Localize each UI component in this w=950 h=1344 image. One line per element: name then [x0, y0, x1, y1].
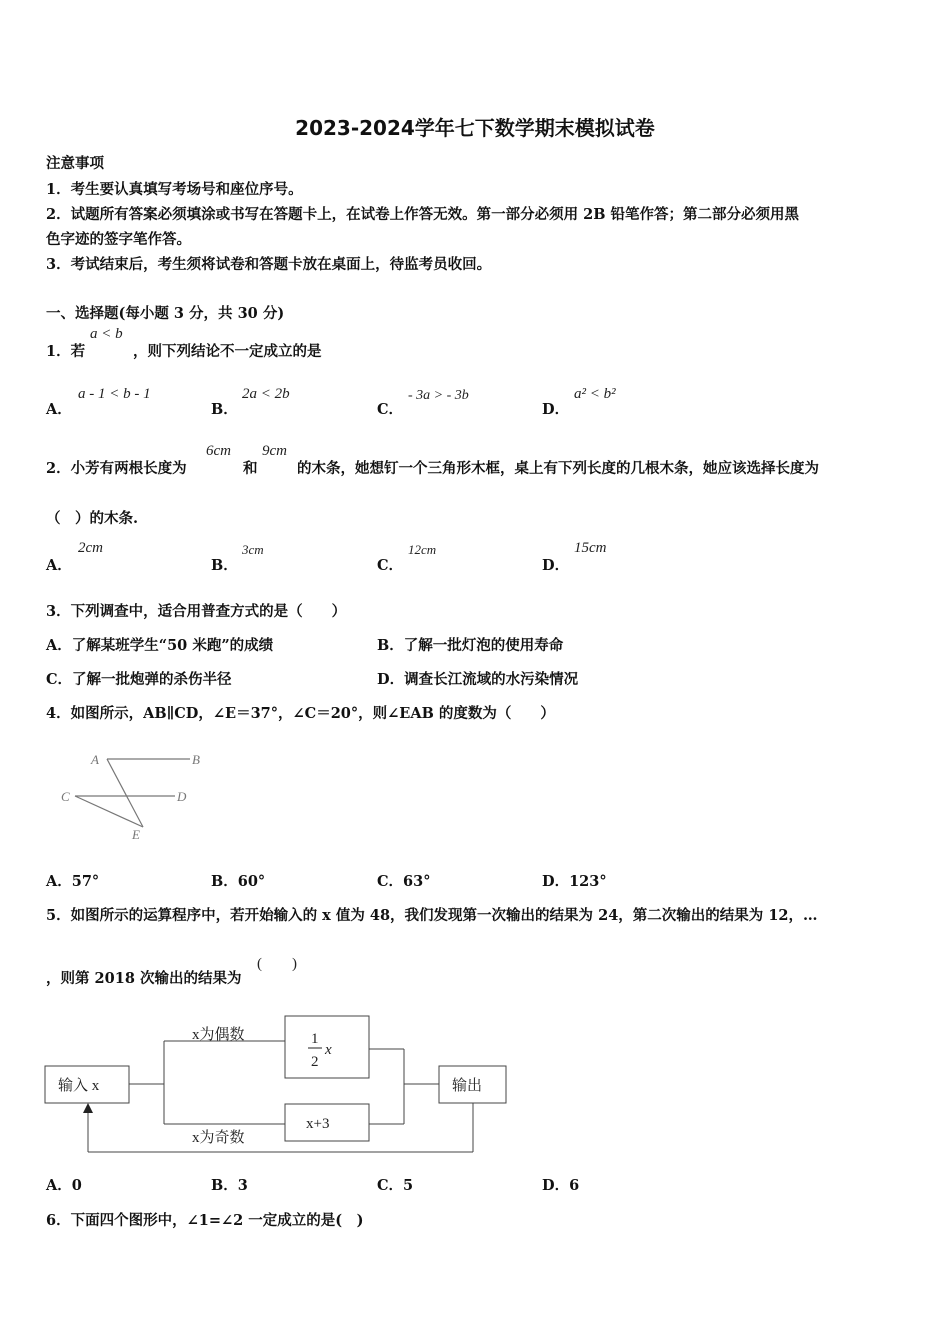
q2-option-label: A． — [46, 557, 72, 574]
q2-length-1: 6cm — [206, 443, 231, 459]
point-label-d: D — [177, 789, 187, 804]
q1-post: ，则下列结论不一定成立的是 — [133, 343, 322, 360]
q1-option-label: A． — [46, 401, 72, 418]
q2-pre: 2．小芳有两根长度为 — [46, 460, 187, 477]
point-label-b: B — [192, 752, 200, 767]
flow-output-label: 输出 — [452, 1078, 483, 1094]
q4-option: D．123° — [542, 873, 607, 890]
flow-input-label: 输入 x — [58, 1078, 100, 1094]
q4-geometry-figure — [55, 745, 215, 845]
q3-option: D．调查长江流域的水污染情况 — [377, 671, 579, 688]
flow-half-variable: x — [325, 1042, 332, 1058]
point-label-a: A — [91, 752, 99, 767]
q2-post: 的木条，她想钉一个三角形木框，桌上有下列长度的几根木条，她应该选择长度为 — [297, 460, 819, 477]
q5-flowchart — [40, 1010, 520, 1160]
q5-paren: ( ) — [257, 956, 297, 972]
q5-option: C．5 — [377, 1177, 414, 1194]
flow-even-label: x为偶数 — [192, 1027, 245, 1043]
q3-option: A．了解某班学生“50 米跑”的成绩 — [46, 637, 274, 654]
arrow-icon — [83, 1103, 93, 1113]
flow-half-denominator: 2 — [311, 1054, 319, 1070]
q2-mid: 和 — [243, 460, 258, 477]
section-heading: 一、选择题(每小题 3 分，共 30 分) — [46, 305, 285, 322]
q5-stem: 5．如图所示的运算程序中，若开始输入的 x 值为 48，我们发现第一次输出的结果为 24，第二次输出的结果为 12，… — [46, 907, 818, 924]
q2-option-expr: 12cm — [408, 542, 437, 557]
notice-heading: 注意事项 — [46, 155, 104, 172]
q1-option-expr: - 3a > - 3b — [408, 388, 469, 403]
page-title: 2023-2024学年七下数学期末模拟试卷 — [295, 116, 655, 140]
q2-option-label: B． — [211, 557, 238, 574]
q2-length-2: 9cm — [262, 443, 287, 459]
q2-option-expr: 2cm — [78, 540, 103, 556]
q6-stem: 6．下面四个图形中，∠1=∠2 一定成立的是( ) — [46, 1212, 364, 1229]
flow-odd-label: x为奇数 — [192, 1130, 245, 1146]
point-label-e: E — [132, 827, 140, 842]
q2-option-expr: 3cm — [242, 542, 264, 557]
q3-stem: 3．下列调查中，适合用普查方式的是（ ） — [46, 603, 347, 620]
q4-option: C．63° — [377, 873, 431, 890]
q1-option-label: D． — [542, 401, 570, 418]
q1-condition: a < b — [90, 326, 123, 342]
q3-option: C．了解一批炮弹的杀伤半径 — [46, 671, 232, 688]
q4-option: B．60° — [211, 873, 266, 890]
q1-option-expr: a² < b² — [574, 386, 616, 402]
notice-item: 2．试题所有答案必须填涂或书写在答题卡上，在试卷上作答无效。第一部分必须用 2B 铅笔作答；第二部分必须用黑 — [46, 206, 800, 223]
q1-option-label: C． — [377, 401, 404, 418]
q4-stem: 4．如图所示，AB∥CD，∠E＝37°，∠C＝20°，则∠EAB 的度数为（ ） — [46, 705, 555, 722]
q2-option-label: C． — [377, 557, 404, 574]
q5-option: B．3 — [211, 1177, 248, 1194]
q5-option: A．0 — [46, 1177, 82, 1194]
q2-option-expr: 15cm — [574, 540, 607, 556]
q5-option: D．6 — [542, 1177, 580, 1194]
q2-option-label: D． — [542, 557, 570, 574]
point-label-c: C — [61, 789, 70, 804]
q1-option-expr: a - 1 < b - 1 — [78, 386, 151, 402]
q1-option-label: B． — [211, 401, 238, 418]
flow-plus3-label: x+3 — [306, 1116, 330, 1132]
q1-option-expr: 2a < 2b — [242, 386, 290, 402]
notice-item: 色字迹的签字笔作答。 — [46, 231, 191, 248]
notice-item: 3．考试结束后，考生须将试卷和答题卡放在桌面上，待监考员收回。 — [46, 256, 492, 273]
flow-half-numerator: 1 — [311, 1031, 319, 1047]
notice-item: 1．考生要认真填写考场号和座位序号。 — [46, 181, 303, 198]
q4-option: A．57° — [46, 873, 100, 890]
q3-option: B．了解一批灯泡的使用寿命 — [377, 637, 564, 654]
q5-line2: ，则第 2018 次输出的结果为 — [46, 970, 242, 987]
q2-line2: （ ）的木条. — [46, 510, 139, 527]
q1-pre: 1．若 — [46, 343, 86, 360]
